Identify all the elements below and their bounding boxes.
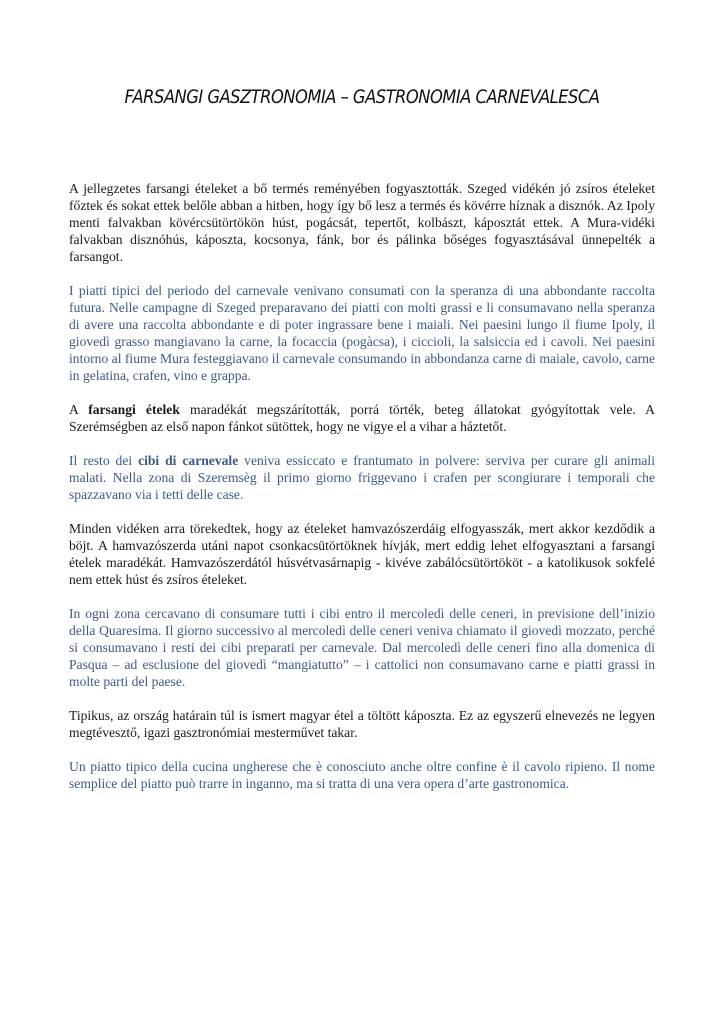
paragraph-italian-3: In ogni zona cercavano di consumare tutti i cibi entro il mercoledì delle ceneri, in previsione dell’inizio della Quaresima. Il giorno successivo al mercoledì delle ceneri veniva chiamato il giovedì mozzato, perché si consumavano i resti dei cibi preparati per carnevale. Dal mercoledì delle ceneri fino alla domenica di Pasqua – ad esclusione del giovedì “mangiatutto” – i cattolici non consumavano carne e piatti grassi in molte parti del paese. (69, 606, 655, 689)
paragraph-hungarian-3: Minden vidéken arra törekedtek, hogy az ételeket hamvazószerdáig elfogyasszák, mert akkor kezdődik a böjt. A hamvazószerda utáni napot csonkacsütörtöknek hívják, mert eddig lehet elfogyasztani a farsangi ételek maradékát. Hamvazószerdától húsvétvasárnapig - kivéve zabálócsütörtököt - a katolikusok sokfelé nem ettek húst és zsíros ételeket. (69, 521, 655, 587)
paragraph-hungarian-1: A jellegzetes farsangi ételeket a bő termés reményében fogyasztották. Szeged vidékén jó zsíros ételeket főztek és sokat ettek belőle abban a hitben, hogy így bő lesz a termés és kövérre híznak a disznók. Az Ipoly menti falvakban kövércsütörtökön húst, pogácsát, tepertőt, kolbászt, káposztát ettek. A Mura-vidéki falvakban disznóhús, káposzta, kocsonya, fánk, bor és pálinka bőséges fogyasztásával ünnepelték a farsangot. (69, 181, 655, 264)
text-span: A (69, 402, 89, 417)
text-span: Il resto dei (69, 453, 139, 468)
paragraph-italian-4: Un piatto tipico della cucina ungherese che è conosciuto anche oltre confine è il cavolo ripieno. Il nome semplice del piatto può trarre in inganno, ma si tratta di una vera opera d’arte gastronomica. (69, 759, 655, 791)
text-span: veniva essiccato e frantumato in polvere: serviva per curare gli animali malati. Nella zona di Szeremsèg il primo giorno friggevano i crafen per scongiurare i temporali che spazzavano via i tetti delle case. (69, 453, 655, 502)
paragraph-hungarian-4: Tipikus, az ország határain túl is ismert magyar étel a töltött káposzta. Ez az egyszerű elnevezés ne legyen megtévesztő, igazi gasztronómiai mesterművet takar. (69, 708, 655, 740)
page-title: FARSANGI GASZTRONOMIA – GASTRONOMIA CARNEVALESCA (124, 86, 600, 108)
paragraph-italian-1: I piatti tipici del periodo del carnevale venivano consumati con la speranza di una abbondante raccolta futura. Nelle campagne di Szeged preparavano dei piatti con molti grassi e li consumavano nella speranza di avere una raccolta abbondante e di poter ingrassare bene i maiali. Nei paesini lungo il fiume Ipoly, il giovedì grasso mangiavano la carne, la focaccia (pogàcsa), i ciccioli, la salsiccia ed i cavoli. Nei paesini intorno al fiume Mura festeggiavano il carnevale consumando in abbondanza carne di maiale, cavolo, carne in gelatina, crafen, vino e grappa. (69, 283, 655, 383)
bold-term: cibi di carnevale (138, 453, 239, 468)
document-body (69, 180, 655, 809)
text-span: maradékát megszárították, porrá törték, beteg állatokat gyógyítottak vele. A Szerémségben az első napon fánkot sütöttek, hogy ne vigye el a vihar a háztetőt. (69, 402, 655, 434)
bold-term: farsangi ételek (88, 402, 180, 417)
paragraph-italian-2 (69, 452, 655, 503)
paragraph-hungarian-2 (69, 401, 655, 435)
